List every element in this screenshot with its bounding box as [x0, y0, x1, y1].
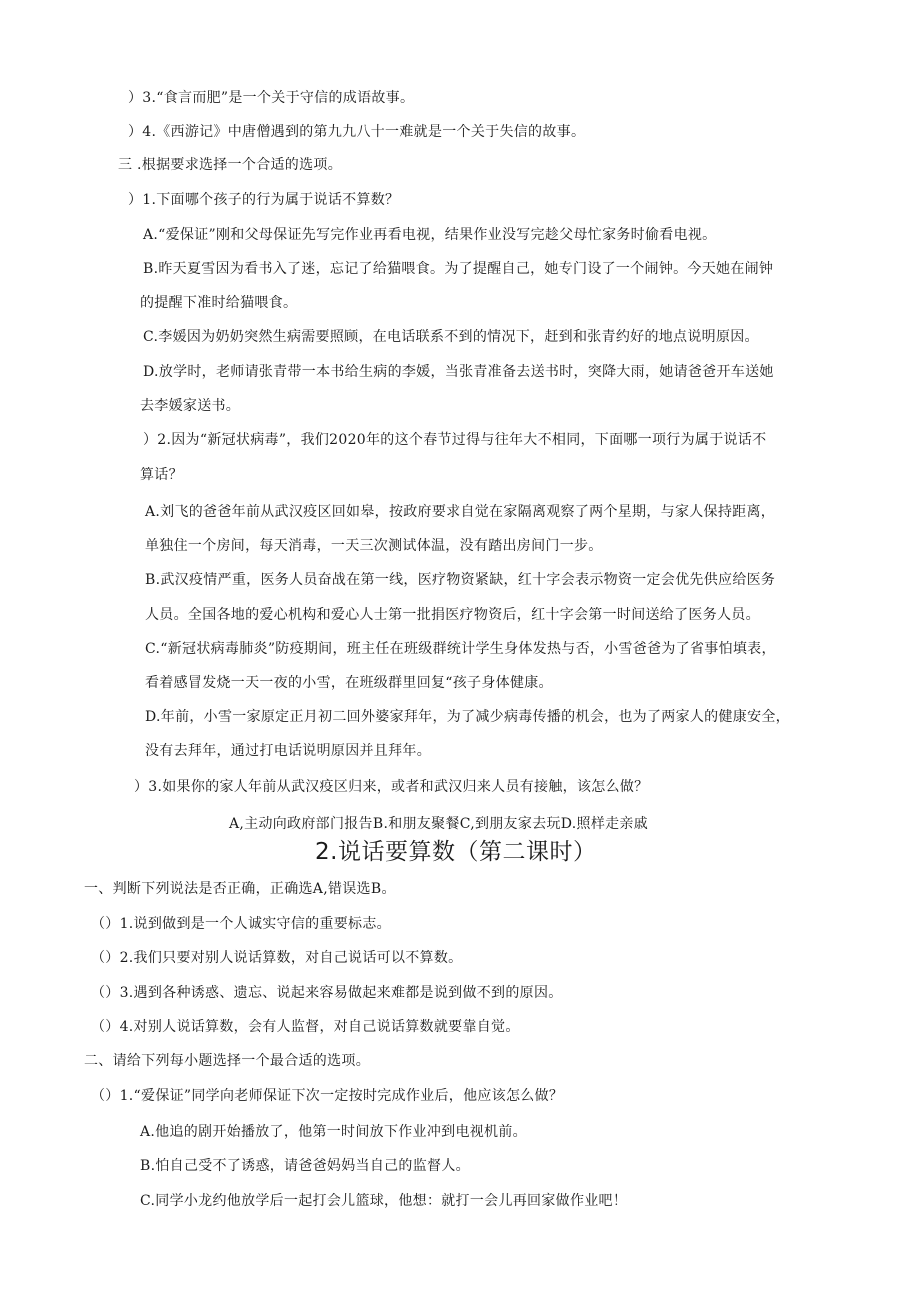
judge2-item-2: （）2.我们只要对别人说话算数，对自己说话可以不算数。	[91, 950, 463, 966]
mc1-option-a: A.“爱保证”刚和父母保证先写完作业再看电视，结果作业没写完趁父母忙家务时偷看电视。	[143, 227, 717, 243]
mc2-option-c-line1: C.“新冠状病毒肺炎”防疫期间，班主任在班级群统计学生身体发热与否，小雪爸爸为了省事怕填表，	[145, 641, 776, 657]
section-heading-3: 三 .根据要求选择一个合适的选项。	[118, 157, 342, 173]
mc2-option-a-line1: A.刘飞的爸爸年前从武汉疫区回如皋，按政府要求自觉在家隔离观察了两个星期，与家人保持距离，	[145, 504, 776, 520]
mc3-options: A,主动向政府部门报告B.和朋友聚餐C,到朋友家去玩D.照样走亲戚	[229, 816, 649, 832]
mc2-1-question: （）1.“爱保证”同学向老师保证下次一定按时完成作业后，他应该怎么做？	[91, 1088, 564, 1104]
judge2-item-4: （）4.对别人说话算数，会有人监督，对自己说话算数就要靠自觉。	[91, 1019, 520, 1035]
mc2-option-a-line2: 单独住一个房间，每天消毒，一天三次测试体温，没有踏出房间门一步。	[145, 538, 603, 554]
lesson-title: 2.说话要算数（第二课时）	[315, 839, 597, 865]
mc1-option-d-line2: 去李媛家送书。	[140, 398, 241, 414]
mc2-1-option-b: B.怕自己受不了诱惑，请爸爸妈妈当自己的监督人。	[140, 1158, 470, 1174]
judge-item-3: ）3.“食言而肥”是一个关于守信的成语故事。	[128, 90, 415, 106]
mc2-1-option-a: A.他追的剧开始播放了，他第一时间放下作业冲到电视机前。	[140, 1124, 527, 1140]
mc1-option-c: C.李媛因为奶奶突然生病需要照顾，在电话联系不到的情况下，赶到和张青约好的地点说明原因。	[143, 329, 759, 345]
mc3-question: ）3.如果你的家人年前从武汉疫区归来，或者和武汉归来人员有接触，该怎么做？	[134, 779, 649, 795]
judge2-item-1: （）1.说到做到是一个人诚实守信的重要标志。	[91, 916, 391, 932]
section-heading-2: 二、请给下列每小题选择一个最合适的选项。	[84, 1053, 370, 1069]
judge2-item-3: （）3.遇到各种诱惑、遗忘、说起来容易做起来难都是说到做不到的原因。	[91, 985, 563, 1001]
mc1-option-d-line1: D.放学时，老师请张青带一本书给生病的李媛，当张青准备去送书时，突降大雨，她请爸爸开车送她	[143, 364, 774, 380]
mc2-option-d-line1: D.年前，小雪一家原定正月初二回外婆家拜年，为了减少病毒传播的机会，也为了两家人的健康安全，	[145, 709, 790, 725]
mc1-option-b-line2: 的提醒下准时给猫喂食。	[140, 295, 298, 311]
mc2-question-line1: ）2.因为“新冠状病毒”，我们2020年的这个春节过得与往年大不相同，下面哪一项行为属于说话不	[143, 432, 767, 448]
mc2-1-option-c: C.同学小龙约他放学后一起打会儿篮球，他想：就打一会儿再回家做作业吧！	[140, 1193, 628, 1209]
judge-item-4: ）4.《西游记》中唐僧遇到的第九九八十一难就是一个关于失信的故事。	[128, 124, 586, 140]
mc2-option-b-line1: B.武汉疫情严重，医务人员奋战在第一线，医疗物资紧缺，红十字会表示物资一定会优先供应给医务	[145, 572, 776, 588]
mc1-option-b-line1: B.昨天夏雪因为看书入了迷，忘记了给猫喂食。为了提醒自己，她专门设了一个闹钟。今天她在闹钟	[143, 261, 774, 277]
mc2-question-line2: 算话？	[140, 467, 183, 483]
section-heading-1: 一、判断下列说法是否正确，正确选A,错误选B。	[84, 881, 396, 897]
mc2-option-b-line2: 人员。全国各地的爱心机构和爱心人士第一批捐医疗物资后，红十字会第一时间送给了医务人员。	[145, 607, 760, 623]
mc1-question: ）1.下面哪个孩子的行为属于说话不算数？	[128, 192, 400, 208]
mc2-option-d-line2: 没有去拜年，通过打电话说明原因并且拜年。	[145, 743, 431, 759]
mc2-option-c-line2: 看着感冒发烧一天一夜的小雪，在班级群里回复“孩子身体健康。	[145, 675, 553, 691]
